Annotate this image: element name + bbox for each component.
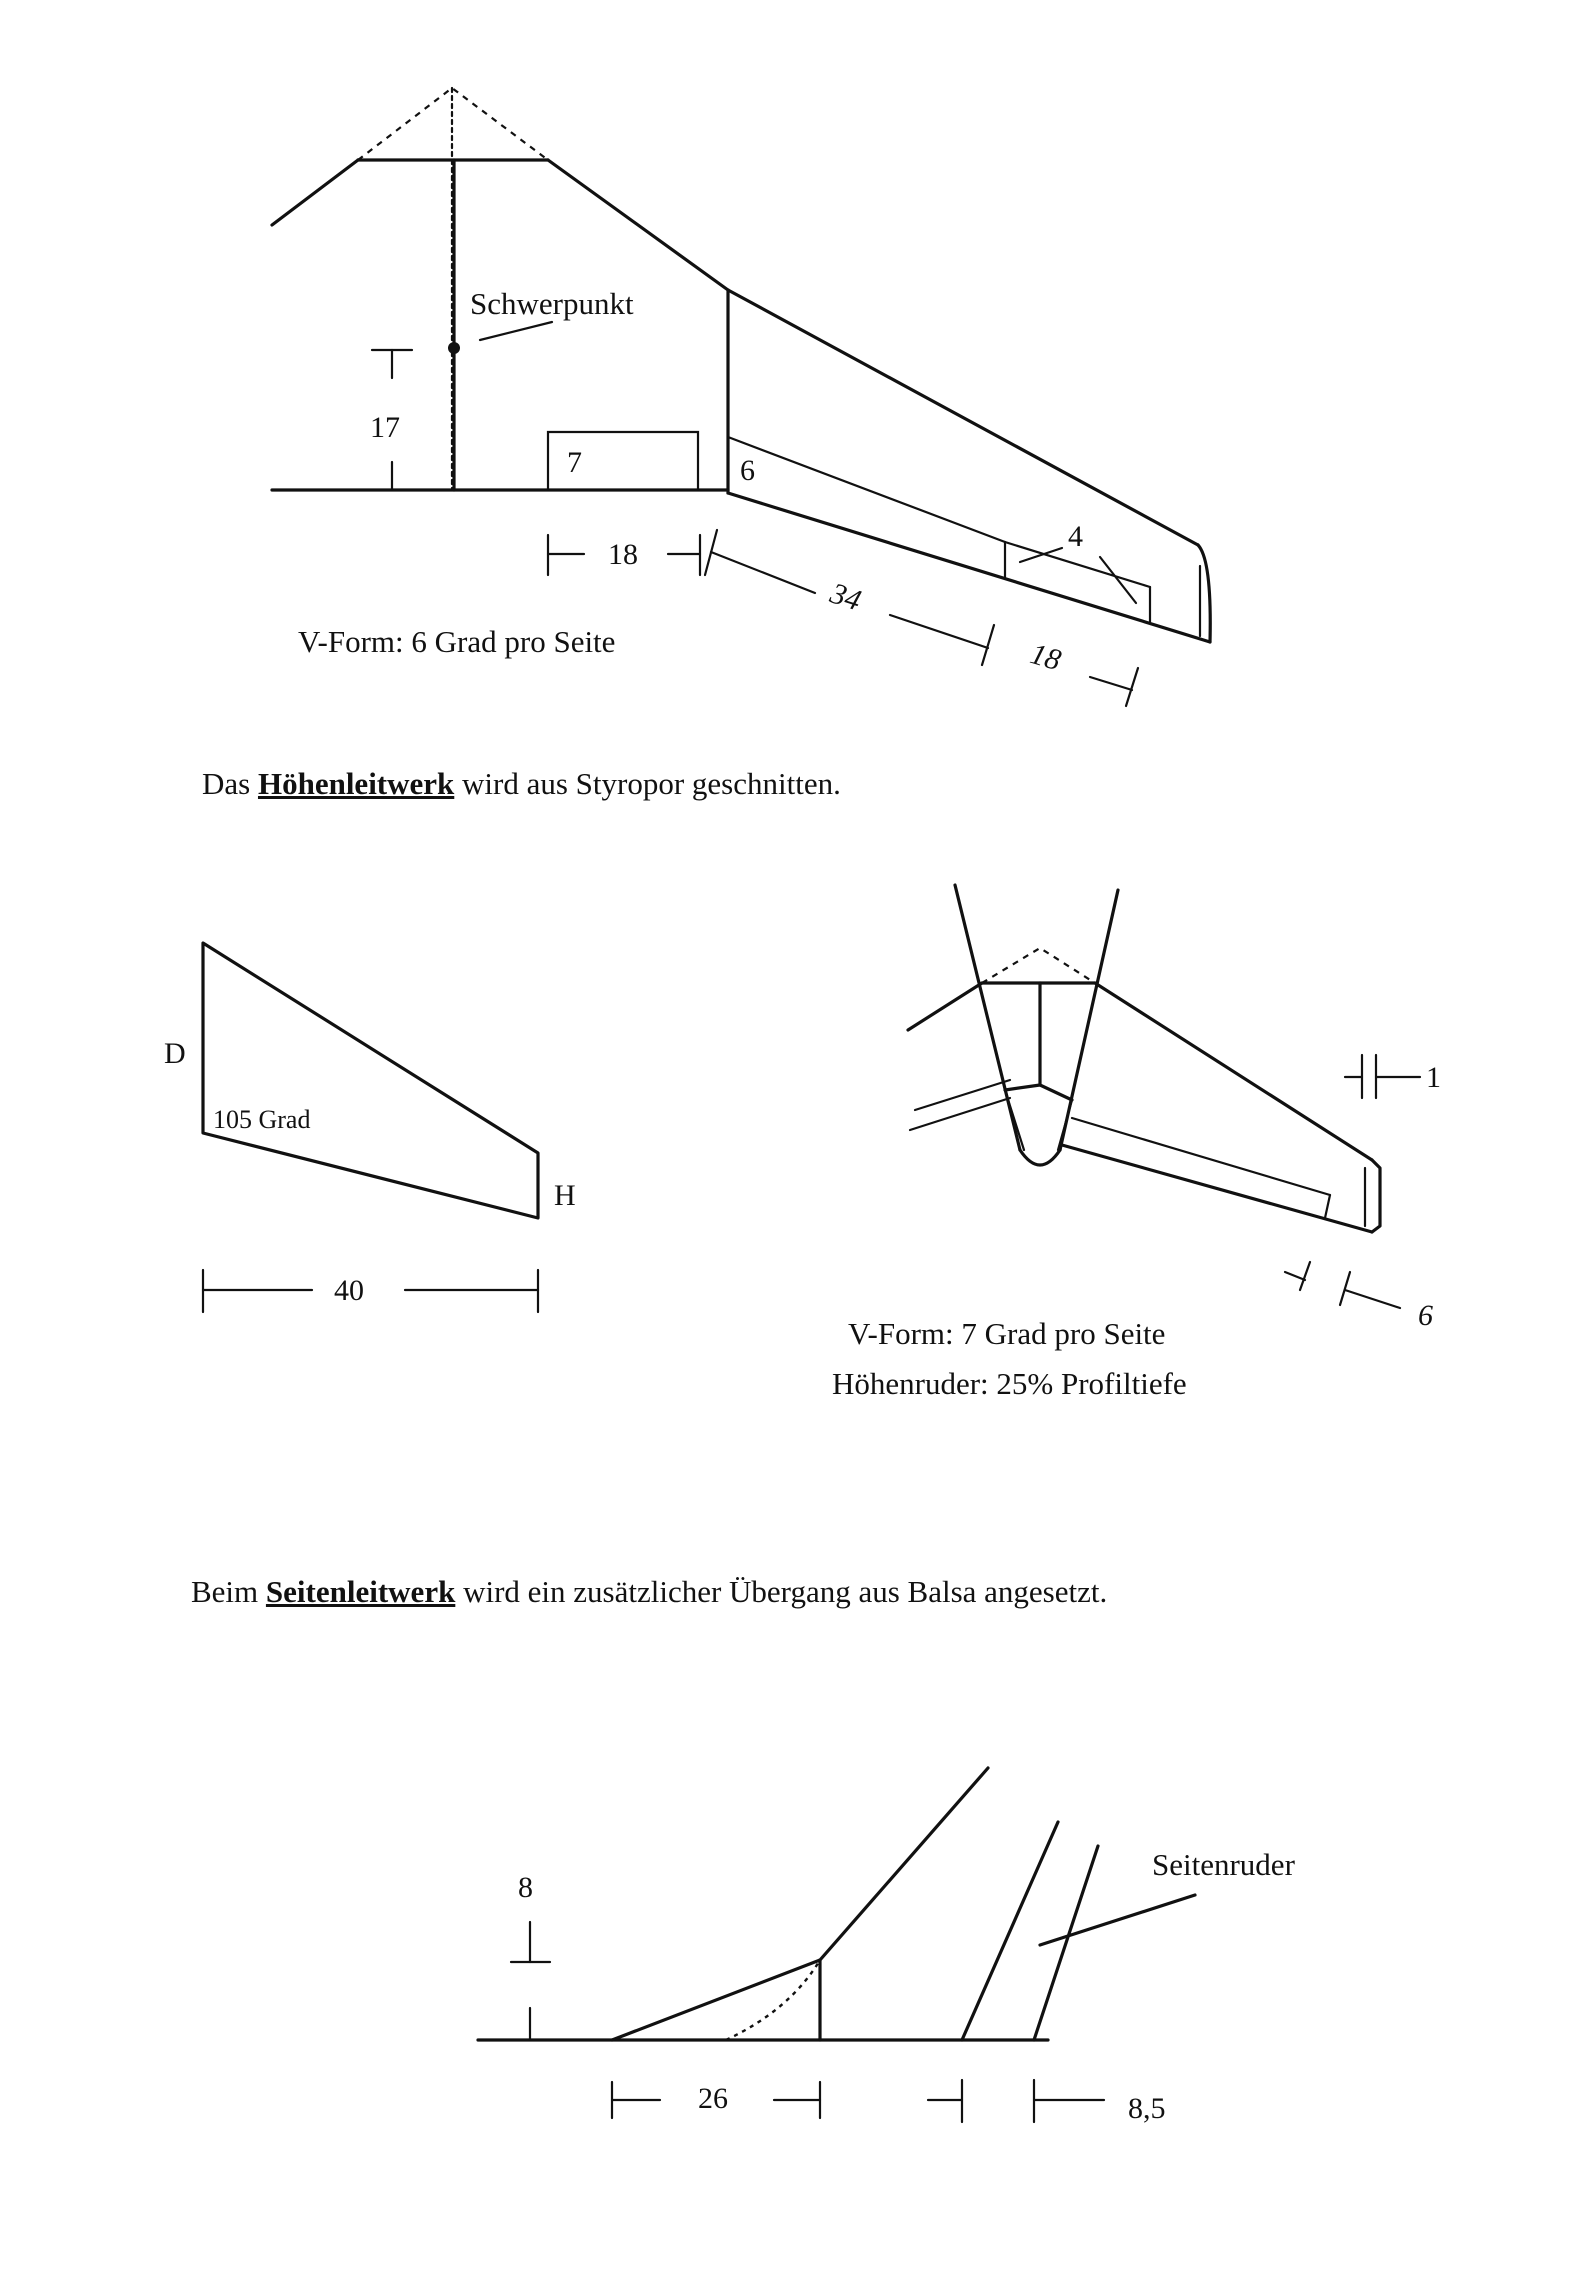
fin-term: Seitenleitwerk xyxy=(265,1574,456,1609)
stab-root-joint xyxy=(1005,1085,1072,1100)
fin-sentence-after: wird ein zusätzlicher Übergang aus Balsa angesetzt. xyxy=(455,1574,1108,1609)
fin-leading-edge xyxy=(820,1768,988,1960)
label-h: H xyxy=(554,1179,576,1212)
dim-18b-end-tick xyxy=(1126,668,1138,706)
dim-6-label: 6 xyxy=(740,454,755,487)
dim-18a-label: 18 xyxy=(608,538,638,571)
dim-34-left-arrow xyxy=(711,552,815,593)
stab-right-leading xyxy=(1095,983,1372,1160)
stab-right-tip xyxy=(1372,1160,1380,1232)
stab-sentence xyxy=(202,766,841,802)
dim-6-tick-b xyxy=(1340,1272,1350,1305)
cg-leader-line xyxy=(480,322,552,340)
wing-left-leading-edge xyxy=(272,160,358,225)
dim-85-label: 8,5 xyxy=(1128,2092,1166,2125)
stab-apex-dashed xyxy=(982,948,1095,983)
stab-template-outline xyxy=(203,943,538,1218)
dim-6-arrow-a xyxy=(1285,1272,1305,1280)
dim-18b-right-arrow xyxy=(1090,677,1132,690)
cg-label: Schwerpunkt xyxy=(470,286,634,321)
center-of-gravity-dot xyxy=(448,342,460,354)
fin-sentence xyxy=(191,1574,1107,1610)
wing-root-leading-edge xyxy=(548,160,728,290)
elevator-caption: Höhenruder: 25% Profiltiefe xyxy=(832,1366,1187,1401)
boom-tail xyxy=(1020,1150,1060,1165)
label-d: D xyxy=(164,1037,186,1070)
dim-6-arrow-b xyxy=(1345,1290,1400,1308)
dim-18b-label: 18 xyxy=(1026,637,1065,678)
dim-6-stab-label: 6 xyxy=(1418,1299,1433,1332)
wing-vform-caption: V-Form: 6 Grad pro Seite xyxy=(298,624,616,659)
dim-34-end-tick xyxy=(982,625,994,665)
aileron-leader xyxy=(1020,548,1062,562)
stab-plan-drawing xyxy=(908,885,1441,1332)
stab-elevator-end xyxy=(1325,1195,1330,1218)
fin-sentence-before: Beim xyxy=(191,1574,266,1609)
stab-left-trailing xyxy=(910,1098,1010,1130)
stab-root-right xyxy=(1058,1100,1072,1150)
dim-4-label: 4 xyxy=(1068,520,1083,553)
dim-40-label: 40 xyxy=(334,1274,364,1307)
dim-7-label: 7 xyxy=(567,446,582,479)
wing-trailing-edge xyxy=(728,493,1210,642)
stab-left-leading xyxy=(908,983,982,1030)
stab-sentence-after: wird aus Styropor geschnitten. xyxy=(454,766,841,801)
stab-term: Höhenleitwerk xyxy=(257,766,455,801)
dim-6-tick-a xyxy=(1300,1262,1310,1290)
stab-sentence-before: Das xyxy=(202,766,258,801)
label-105-grad: 105 Grad xyxy=(213,1105,311,1134)
rudder-leader xyxy=(1040,1895,1195,1945)
stab-left-hinge xyxy=(915,1080,1010,1110)
dim-34-label: 34 xyxy=(826,576,866,618)
dim-8-label: 8 xyxy=(518,1871,533,1904)
stab-template-drawing xyxy=(164,943,576,1312)
boom-left xyxy=(955,885,1020,1150)
dim-34-right-arrow xyxy=(890,615,988,648)
dim-1-label: 1 xyxy=(1426,1061,1441,1094)
dim-17-label: 17 xyxy=(370,411,400,444)
fin-drawing xyxy=(478,1768,1296,2125)
wing-aileron-hinge xyxy=(728,437,1005,542)
fillet-curve xyxy=(726,1960,820,2040)
stab-root-left xyxy=(1005,1090,1024,1150)
wing-plan-drawing xyxy=(272,88,1210,706)
rudder-label: Seitenruder xyxy=(1152,1847,1295,1882)
stab-vform-caption: V-Form: 7 Grad pro Seite xyxy=(848,1316,1166,1351)
dim-26-label: 26 xyxy=(698,2082,728,2115)
wing-outer-leading-edge xyxy=(728,290,1198,545)
